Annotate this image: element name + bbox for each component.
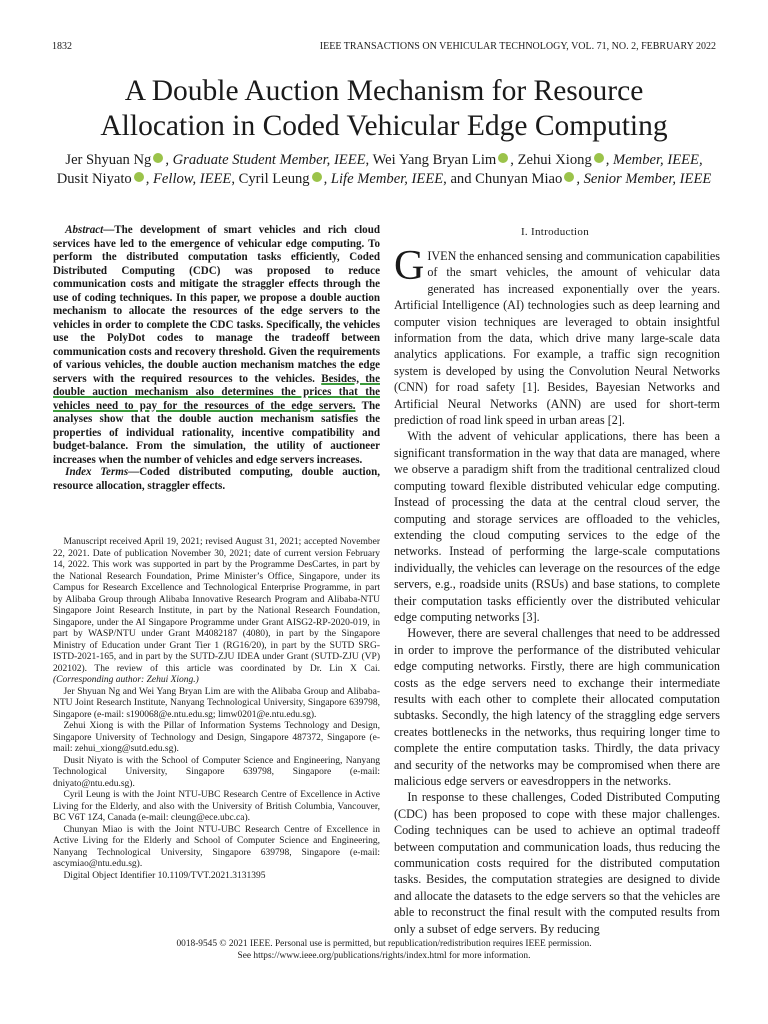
footnotes: [53, 537, 380, 882]
author-name: , Zehui Xiong: [510, 152, 592, 168]
orcid-icon[interactable]: [498, 153, 508, 163]
paragraph: In response to these challenges, Coded Distributed Computing (CDC) has been proposed to cope with these major challenges. Coding techniques can be used to achieve an optimal tradeoff between computation and communication loads, thus reducing the communication costs required for the distributed computation tasks. Besides, the computation strategies are designed to divide and allocate the datasets to the edge servers so that the vehicles are able to reconstruct the final result with the computed results from only a subset of edge servers. By reducing: [394, 790, 720, 936]
orcid-icon[interactable]: [312, 172, 322, 182]
abstract: [53, 224, 380, 467]
orcid-icon[interactable]: [594, 153, 604, 163]
title-line-2: Allocation in Coded Vehicular Edge Computing: [100, 110, 668, 142]
author-name: , Cyril Leung: [231, 171, 310, 187]
author-name: , Wei Yang Bryan Lim: [365, 152, 497, 168]
index-terms-text: —Coded distributed computing, double auction, resource allocation, straggler effects.: [53, 466, 380, 492]
copyright-footer: [20, 939, 748, 962]
rights-link[interactable]: See https://www.ieee.org/publications/rights/index.html for more information.: [237, 950, 531, 961]
author-role: , Senior Member, IEEE: [576, 171, 712, 187]
footnote: Chunyan Miao is with the Joint NTU-UBC Research Centre of Excellence in Active Living for the Elderly and School of Computer Science and Engineering, Nanyang Technological University, Singapore 639798, Singapore (e-mail: ascymiao@ntu.edu.sg).: [53, 824, 380, 869]
doi: Digital Object Identifier 10.1109/TVT.2021.3131395: [63, 870, 266, 881]
footnote: Zehui Xiong is with the Pillar of Information Systems Technology and Design, Singapore University of Technology and Design, Singapore 487372, Singapore (e-mail: zehui_xiong@sutd.edu.sg).: [53, 721, 380, 754]
abstract-text-end: The analyses show that the double auction mechanism satisfies the properties of individual rationality, incentive compatibility and budget-balance. From the simulation, the utility of auctioneer increases when the number of vehicles and edge servers increases.: [53, 399, 380, 466]
running-header: [52, 41, 716, 55]
footnote: Jer Shyuan Ng and Wei Yang Bryan Lim are with the Alibaba Group and Alibaba-NTU Joint Research Institute, Nanyang Technological University, Singapore 639798, Singapore (e-mail: s190068@e.ntu.edu.sg; limw0201@e.ntu.edu.sg).: [53, 686, 380, 720]
footnote: Cyril Leung is with the Joint NTU-UBC Research Centre of Excellence in Active Living for the Elderly, and also with the University of British Columbia, Vancouver, BC V6T 1Z4, Canada (e-mail: cleung@ece.ubc.ca).: [53, 790, 380, 823]
introduction-body: [394, 243, 720, 937]
author-line-2: [20, 170, 748, 189]
author-line-1: [20, 151, 748, 170]
author-name: Dusit Niyato: [56, 171, 132, 187]
author-name: Jer Shyuan Ng: [65, 152, 152, 168]
author-role: , Life Member, IEEE: [323, 171, 444, 187]
orcid-icon[interactable]: [153, 153, 163, 163]
author-role: , Graduate Student Member, IEEE: [165, 152, 366, 168]
paragraph: However, there are several challenges that need to be addressed in order to improve the performance of the distributed vehicular edge computing networks. Firstly, there are high communication costs as the edge servers need to exchange their intermediate results with each other to complete their allocated computation subtasks. Secondly, the high latency of the straggling edge servers creates bottlenecks in the networks, thus requiring longer time to complete the entire computation tasks. Thirdly, the data privacy and security of the networks may be compromised when there are malicious edge servers or eavesdroppers in the networks.: [394, 626, 720, 788]
paragraph: With the advent of vehicular applications, there has been a significant transformation in the way that data are managed, where we observe a paradigm shift from the traditional centralized cloud computing toward flexible distributed vehicular edge computing. Instead of processing the data at the central cloud server, the computing and storage services are offloaded to the vehicles, extending the cloud computing services to the edge of the networks. Instead of performing the large-scale computations individually, the vehicles can leverage on the resources of the edge servers, e.g., roadside units (RSUs) and base stations, to complete their computation tasks efficiently over the distributed vehicular edge computing networks [3].: [394, 429, 720, 624]
author-list: [20, 151, 748, 189]
paper-title: [20, 74, 748, 144]
copyright-line: 0018-9545 © 2021 IEEE. Personal use is permitted, but republication/redistribution requires IEEE permission.: [176, 939, 592, 949]
footnote: Dusit Niyato is with the School of Computer Science and Engineering, Nanyang Technological University, Singapore 639798, Singapore (e-mail: dniyato@ntu.edu.sg).: [53, 755, 380, 789]
orcid-icon[interactable]: [564, 172, 574, 182]
paragraph: GIVEN the enhanced sensing and communication capabilities of the smart vehicles, the amount of vehicular data generated has increased exponentially over the years. Artificial Intelligence (AI) technologies such as deep learning and computer vision techniques are leveraged to obtain insightful information from the data, which drive many large-scale data analytics applications. For example, a traffic sign recognition system is developed by using the Convolution Neural Networks (CNN) for road safety [1]. Besides, Bayesian Networks and Artificial Neural Networks (ANN) are used for short-term prediction of road link speed in urban areas [2].: [394, 243, 720, 428]
orcid-icon[interactable]: [134, 172, 144, 182]
title-line-1: A Double Auction Mechanism for Resource: [124, 75, 644, 107]
abstract-label: Abstract: [65, 224, 104, 236]
author-name: , and Chunyan Miao: [443, 171, 563, 187]
index-terms-label: Index Terms: [65, 466, 129, 478]
page-number: 1832: [52, 41, 72, 52]
author-role: , Fellow, IEEE: [145, 171, 232, 187]
author-role: , Member, IEEE,: [605, 152, 703, 168]
abstract-highlight: Besides, the double auction mechanism also determines the prices that the vehicles need to pay for the resources of the edge servers.: [53, 372, 380, 412]
section-heading: I. Introduction: [520, 226, 590, 238]
index-terms: [53, 466, 380, 493]
footnote: Manuscript received April 19, 2021; revised August 31, 2021; accepted November 22, 2021. Date of publication November 30, 2021; date of current version February 14, 2022. This work was supported in part by the Programme DesCartes, in part by the National Research Foundation, Prime Minister’s Office, Singapore, under its Campus for Research Excellence and Technological Enterprise Programme, in part by Alibaba Group through Alibaba Innovative Research Program and Alibaba-NTU Singapore Joint Research Institute, in part by the National Research Foundation, Singapore, under the AI Singapore Programme under Grant AISG2-RP-2020-019, in part by WASP/NTU under Grant M4082187 (4080), in part by the Singapore Ministry of Education under Grant Tier 1 (RG16/20), in part by the SUTD SRG-ISTD-2021-165, and in part by the SUTD-ZJU IDEA under Grant (SUTD-ZJU (VP) 202102). The review of this article was coordinated by Dr. Lin X Cai. (Corresponding author: Zehui Xiong.): [53, 537, 380, 685]
abstract-text: —The development of smart vehicles and rich cloud services have led to the emergence of vehicular edge computing. To perform the distributed computation tasks efficiently, Coded Distributed Computing (CDC) was proposed to reduce communication costs and mitigate the straggler effects through the use of coding techniques. In this paper, we propose a double auction mechanism to allocate the resources of the edge servers to the vehicles in order to complete the CDC tasks. Specifically, the vehicles use the PolyDot codes to manage the tradeoff between communication costs and recovery threshold. Given the requirements of various vehicles, the double auction mechanism matches the edge servers with the required resources to the vehicles.: [53, 224, 380, 385]
journal-name: IEEE TRANSACTIONS ON VEHICULAR TECHNOLOGY, VOL. 71, NO. 2, FEBRUARY 2022: [319, 41, 716, 52]
drop-cap: G: [394, 243, 425, 289]
